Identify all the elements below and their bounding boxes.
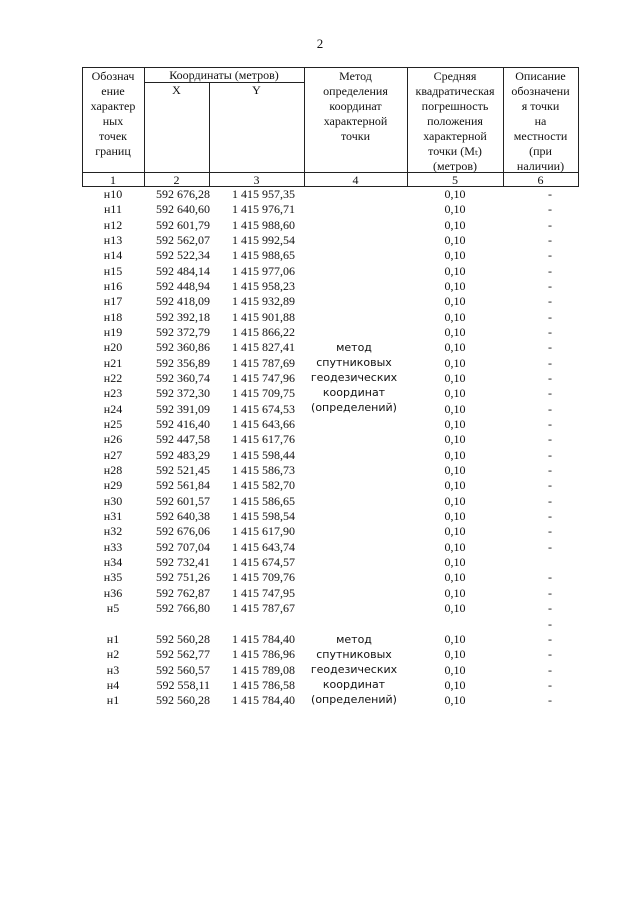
coord-y: 1 415 747,96	[232, 370, 295, 385]
coord-y: 1 415 827,41	[232, 340, 295, 355]
accuracy-value: 0,10	[444, 570, 466, 585]
point-name: н34	[103, 554, 123, 569]
coord-x: 592 521,45	[156, 462, 210, 477]
accuracy-value: 0,10	[444, 524, 466, 539]
coord-x: 592 447,58	[156, 432, 210, 447]
point-name: н28	[103, 462, 123, 477]
description-value: -	[548, 662, 552, 677]
table-row	[0, 417, 640, 432]
coord-y: 1 415 988,65	[232, 248, 295, 263]
point-name: н22	[103, 370, 123, 385]
coord-x: 592 416,40	[156, 416, 210, 431]
page-number: 2	[316, 36, 324, 51]
point-name: н14	[103, 248, 123, 263]
description-value: -	[548, 248, 552, 263]
coord-y: 1 415 709,75	[232, 386, 295, 401]
point-name: н13	[103, 232, 123, 247]
coord-x: 592 560,28	[156, 693, 210, 708]
description-value: -	[548, 432, 552, 447]
table-row	[0, 647, 640, 662]
point-name: н19	[103, 324, 123, 339]
table-row	[0, 693, 640, 708]
point-name: н20	[103, 340, 123, 355]
column-number-6: 6	[537, 173, 544, 187]
coord-x: 592 732,41	[156, 554, 210, 569]
table-row	[0, 678, 640, 693]
accuracy-value: 0,10	[444, 508, 466, 523]
coord-y: 1 415 786,96	[232, 647, 295, 662]
coord-y: 1 415 866,22	[232, 324, 295, 339]
point-name: н4	[106, 677, 120, 692]
coord-y: 1 415 617,76	[232, 432, 295, 447]
point-name: н33	[103, 539, 123, 554]
coord-y: 1 415 674,57	[232, 554, 295, 569]
column-number-3: 3	[253, 173, 260, 187]
column-number-1: 1	[110, 173, 116, 187]
coord-y: 1 415 643,66	[232, 416, 295, 431]
description-value: -	[548, 478, 552, 493]
coord-x: 592 751,26	[156, 570, 210, 585]
separator-dash: -	[548, 617, 552, 631]
coord-x: 592 484,14	[156, 263, 210, 278]
description-value: -	[548, 416, 552, 431]
table-row	[0, 540, 640, 555]
table-row	[0, 586, 640, 601]
table-row	[0, 310, 640, 325]
accuracy-value: 0,10	[444, 632, 466, 646]
point-name: н25	[103, 416, 123, 431]
accuracy-value: 0,10	[444, 462, 466, 477]
table-row	[0, 202, 640, 217]
coord-x: 592 676,28	[156, 187, 210, 201]
coord-x: 592 601,79	[156, 217, 210, 232]
point-name: н29	[103, 478, 123, 493]
point-name: н24	[103, 401, 123, 416]
coord-y: 1 415 643,74	[232, 539, 295, 554]
coord-x: 592 356,89	[156, 355, 210, 370]
header-accuracy: Средняя квадратическая погрешность положения характерной точки (Mₜ) (метров)	[415, 69, 495, 173]
coord-x: 592 483,29	[156, 447, 210, 462]
coord-x: 592 360,74	[156, 370, 210, 385]
accuracy-value: 0,10	[444, 187, 466, 201]
coord-y: 1 415 957,35	[232, 187, 295, 201]
table-row	[0, 248, 640, 263]
point-name: н35	[103, 570, 123, 585]
coord-y: 1 415 598,54	[232, 508, 295, 523]
column-number-4: 4	[352, 173, 359, 187]
description-value: -	[548, 202, 552, 217]
description-value: -	[548, 370, 552, 385]
description-value: -	[548, 294, 552, 309]
description-value: -	[548, 217, 552, 232]
point-name: н21	[103, 355, 123, 370]
coord-x: 592 561,84	[156, 478, 210, 493]
method-text-block-a: метод спутниковых геодезических координат (определений)	[310, 341, 398, 414]
coord-x: 592 418,09	[156, 294, 210, 309]
point-name: н12	[103, 217, 123, 232]
table-row	[0, 371, 640, 386]
accuracy-value: 0,10	[444, 202, 466, 217]
accuracy-value: 0,10	[444, 401, 466, 416]
table-row	[0, 264, 640, 279]
coord-x: 592 676,06	[156, 524, 210, 539]
coord-y: 1 415 789,08	[232, 662, 295, 677]
table-row	[0, 386, 640, 401]
point-name: н15	[103, 263, 123, 278]
accuracy-value: 0,10	[444, 370, 466, 385]
coord-x: 592 640,60	[156, 202, 210, 217]
table-row	[0, 325, 640, 340]
accuracy-value: 0,10	[444, 416, 466, 431]
coord-y: 1 415 747,95	[232, 585, 295, 600]
coord-y: 1 415 787,67	[232, 600, 295, 615]
header-description: Описание обозначени я точки на местности (при наличии)	[511, 69, 570, 173]
accuracy-value: 0,10	[444, 355, 466, 370]
coord-x: 592 707,04	[156, 539, 210, 554]
coord-x: 592 560,28	[156, 632, 210, 646]
coord-y: 1 415 784,40	[232, 693, 295, 708]
table-row	[0, 402, 640, 417]
point-name: н3	[106, 662, 120, 677]
coord-x: 592 372,79	[156, 324, 210, 339]
description-value: -	[548, 386, 552, 401]
accuracy-value: 0,10	[444, 217, 466, 232]
description-value: -	[548, 524, 552, 539]
point-name: н32	[103, 524, 123, 539]
coord-x: 592 522,34	[156, 248, 210, 263]
table-row	[0, 632, 640, 647]
description-value: -	[548, 309, 552, 324]
point-name: н16	[103, 278, 123, 293]
accuracy-value: 0,10	[444, 647, 466, 662]
coord-x: 592 372,30	[156, 386, 210, 401]
header-vline-7	[578, 67, 579, 187]
description-value: -	[548, 693, 552, 708]
description-value: -	[548, 324, 552, 339]
coord-y: 1 415 901,88	[232, 309, 295, 324]
accuracy-value: 0,10	[444, 693, 466, 708]
coord-y: 1 415 582,70	[232, 478, 295, 493]
description-value: -	[548, 232, 552, 247]
description-value: -	[548, 677, 552, 692]
table-row	[0, 233, 640, 248]
accuracy-value: 0,10	[444, 585, 466, 600]
coord-x: 592 360,86	[156, 340, 210, 355]
description-value: -	[548, 447, 552, 462]
coord-y: 1 415 586,73	[232, 462, 295, 477]
header-y: Y	[252, 83, 261, 97]
table-row	[0, 463, 640, 478]
coord-y: 1 415 976,71	[232, 202, 295, 217]
point-name: н5	[106, 600, 120, 615]
accuracy-value: 0,10	[444, 478, 466, 493]
coord-y: 1 415 586,65	[232, 493, 295, 508]
column-number-2: 2	[173, 173, 180, 187]
coord-x: 592 448,94	[156, 278, 210, 293]
coord-y: 1 415 617,90	[232, 524, 295, 539]
header-x: X	[172, 83, 181, 97]
accuracy-value: 0,10	[444, 600, 466, 615]
description-value: -	[548, 493, 552, 508]
accuracy-value: 0,10	[444, 309, 466, 324]
table-row	[0, 494, 640, 509]
accuracy-value: 0,10	[444, 662, 466, 677]
accuracy-value: 0,10	[444, 278, 466, 293]
accuracy-value: 0,10	[444, 232, 466, 247]
coord-y: 1 415 988,60	[232, 217, 295, 232]
table-row	[0, 448, 640, 463]
point-name: н11	[104, 202, 122, 217]
table-row	[0, 279, 640, 294]
table-row	[0, 356, 640, 371]
coord-x: 592 640,38	[156, 508, 210, 523]
point-name: н27	[103, 447, 123, 462]
point-name: н36	[103, 585, 123, 600]
table-row	[0, 524, 640, 539]
description-value: -	[548, 278, 552, 293]
description-value: -	[548, 570, 552, 585]
accuracy-value: 0,10	[444, 386, 466, 401]
coord-x: 592 558,11	[156, 677, 210, 692]
accuracy-value: 0,10	[444, 432, 466, 447]
coord-x: 592 762,87	[156, 585, 210, 600]
header-designation: Обознач ение характер ных точек границ	[90, 69, 136, 158]
table-row	[0, 340, 640, 355]
accuracy-value: 0,10	[444, 493, 466, 508]
column-number-5: 5	[452, 173, 458, 187]
coord-y: 1 415 784,40	[232, 632, 295, 646]
coord-y: 1 415 674,53	[232, 401, 295, 416]
description-value: -	[548, 539, 552, 554]
coord-y: 1 415 992,54	[232, 232, 295, 247]
accuracy-value: 0,10	[444, 447, 466, 462]
point-name: н18	[103, 309, 123, 324]
coord-x: 592 601,57	[156, 493, 210, 508]
table-row	[0, 509, 640, 524]
point-name: н2	[106, 647, 120, 662]
description-value: -	[548, 355, 552, 370]
coord-y: 1 415 709,76	[232, 570, 295, 585]
point-name: н1	[106, 693, 120, 708]
coord-x: 592 562,77	[156, 647, 210, 662]
coord-y: 1 415 958,23	[232, 278, 295, 293]
table-row	[0, 601, 640, 616]
description-value: -	[548, 340, 552, 355]
description-value: -	[548, 187, 552, 201]
coord-y: 1 415 786,58	[232, 677, 295, 692]
description-value: -	[548, 585, 552, 600]
coord-y: 1 415 932,89	[232, 294, 295, 309]
table-row	[0, 218, 640, 233]
table-row	[0, 294, 640, 309]
header-coords-group: Координаты (метров)	[169, 68, 279, 82]
coord-x: 592 392,18	[156, 309, 210, 324]
coord-y: 1 415 598,44	[232, 447, 295, 462]
coord-y: 1 415 787,69	[232, 355, 295, 370]
point-name: н31	[103, 508, 123, 523]
point-name: н10	[103, 187, 123, 201]
table-row	[0, 432, 640, 447]
coord-x: 592 766,80	[156, 600, 210, 615]
point-name: н26	[103, 432, 123, 447]
description-value: -	[548, 632, 552, 646]
accuracy-value: 0,10	[444, 677, 466, 692]
accuracy-value: 0,10	[444, 248, 466, 263]
point-name: н30	[103, 493, 123, 508]
accuracy-value: 0,10	[444, 324, 466, 339]
description-value: -	[548, 263, 552, 278]
accuracy-value: 0,10	[444, 263, 466, 278]
coord-y: 1 415 977,06	[232, 263, 295, 278]
accuracy-value: 0,10	[444, 294, 466, 309]
coord-x: 592 391,09	[156, 401, 210, 416]
method-text-block-b: метод спутниковых геодезических координат (определений)	[310, 633, 398, 706]
description-value: -	[548, 462, 552, 477]
description-value: -	[548, 401, 552, 416]
accuracy-value: 0,10	[444, 340, 466, 355]
header-method: Метод определения координат характерной точки	[323, 69, 388, 143]
description-value: -	[548, 600, 552, 615]
table-row	[0, 555, 640, 570]
accuracy-value: 0,10	[444, 539, 466, 554]
table-row	[0, 570, 640, 585]
description-value: -	[548, 508, 552, 523]
point-name: н1	[106, 632, 120, 646]
table-row	[0, 187, 640, 202]
point-name: н23	[103, 386, 123, 401]
coord-x: 592 560,57	[156, 662, 210, 677]
table-row	[0, 663, 640, 678]
point-name: н17	[103, 294, 123, 309]
table-row	[0, 478, 640, 493]
description-value: -	[548, 647, 552, 662]
coord-x: 592 562,07	[156, 232, 210, 247]
accuracy-value: 0,10	[444, 554, 466, 569]
